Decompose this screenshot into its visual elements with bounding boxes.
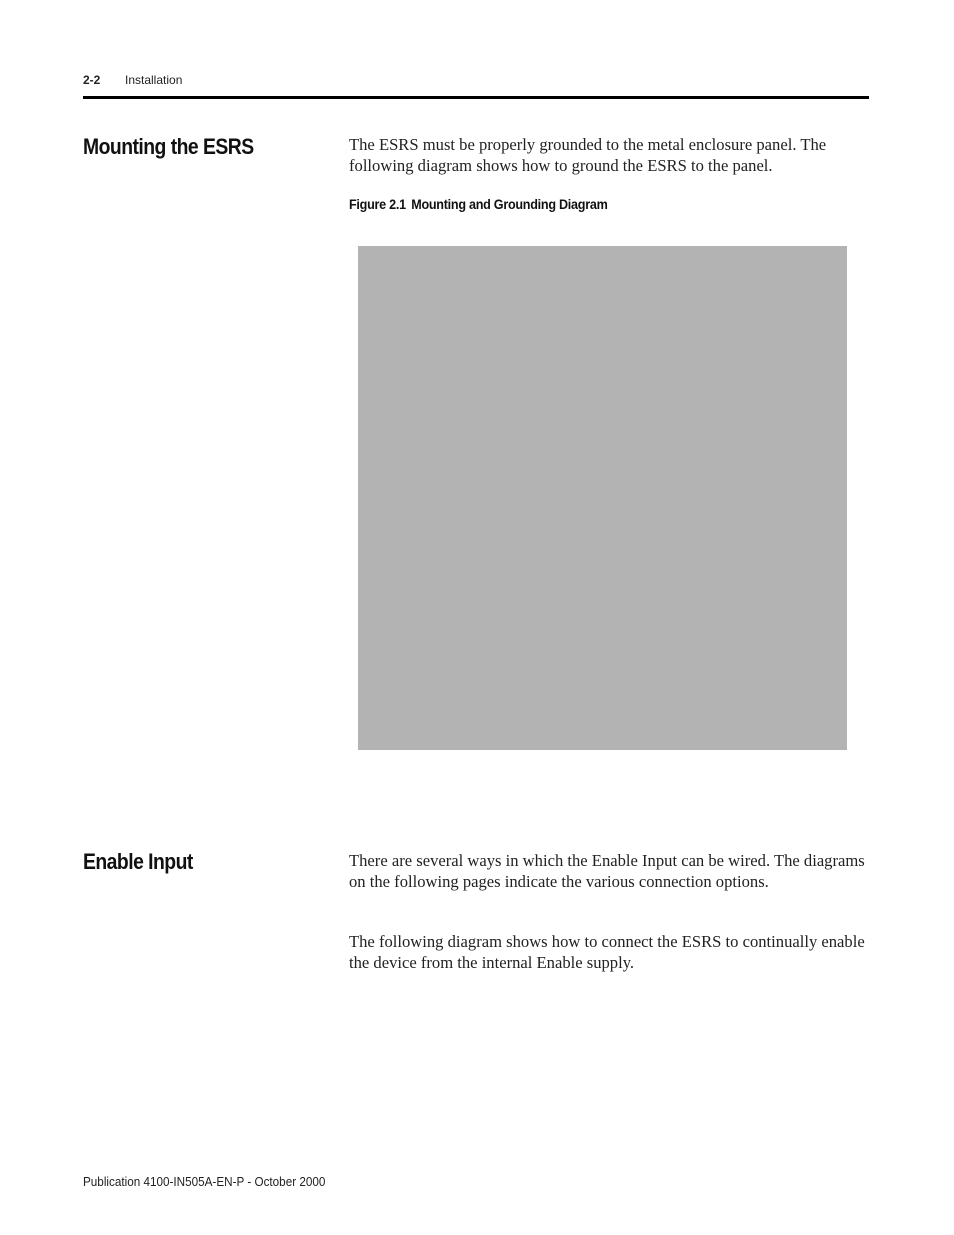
enable-input-paragraph-2: The following diagram shows how to connect the ESRS to continually enable the device from the internal Enable supply. — [349, 932, 865, 972]
mounting-grounding-diagram-image — [358, 246, 847, 750]
figure-title: Mounting and Grounding Diagram — [411, 196, 608, 212]
enable-input-paragraph-1: There are several ways in which the Enable Input can be wired. The diagrams on the following pages indicate the various connection options. — [349, 851, 865, 891]
mounting-paragraph: The ESRS must be properly grounded to the metal enclosure panel. The following diagram shows how to ground the ESRS to the panel. — [349, 135, 827, 175]
section-heading-enable-input: Enable Input — [83, 849, 193, 874]
running-header — [83, 73, 182, 87]
publication-footer: Publication 4100-IN505A-EN-P - October 2000 — [83, 1174, 326, 1189]
figure-caption — [349, 196, 608, 212]
figure-number: Figure 2.1 — [349, 196, 406, 212]
header-section-title: Installation — [125, 73, 183, 87]
section-heading-mounting: Mounting the ESRS — [83, 134, 254, 159]
page-number: 2-2 — [83, 73, 101, 87]
header-rule — [83, 96, 869, 99]
